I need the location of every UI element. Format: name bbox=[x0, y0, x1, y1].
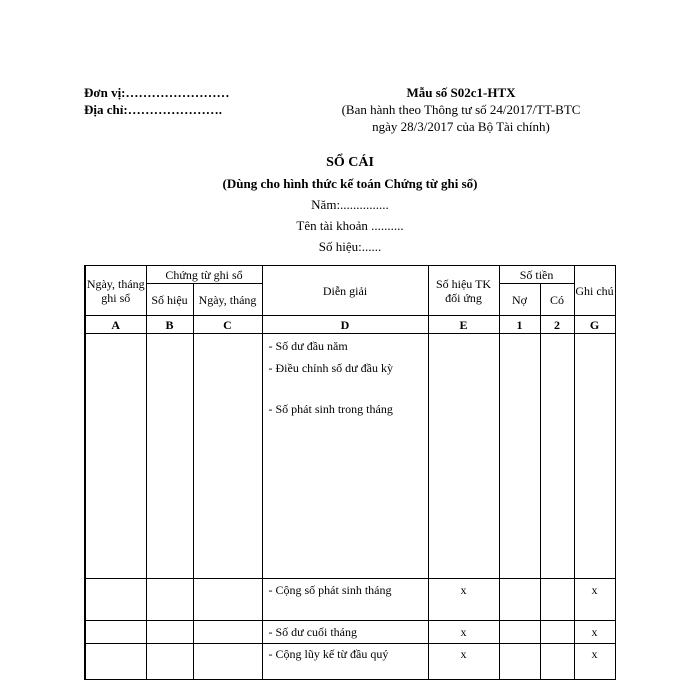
letter-a: A bbox=[85, 316, 146, 333]
issued-line-1: (Ban hành theo Thông tư số 24/2017/TT-BTC bbox=[341, 102, 581, 117]
year-field: Năm:............... bbox=[311, 197, 389, 212]
form-info-block bbox=[326, 84, 596, 135]
account-code-field: Số hiệu:...... bbox=[318, 239, 382, 254]
summary-g-2: x bbox=[574, 621, 615, 643]
letter-e: E bbox=[428, 316, 499, 333]
line-balance-adjustment: - Điều chỉnh số dư đầu kỳ bbox=[268, 360, 393, 375]
summary-e-3: x bbox=[428, 643, 499, 679]
summary-label-2: - Số dư cuối tháng bbox=[262, 621, 428, 643]
letter-c: C bbox=[193, 316, 262, 333]
header-voucher-no: Số hiệu bbox=[146, 284, 193, 316]
letter-b: B bbox=[146, 316, 193, 333]
address-label: Địa chỉ:…………………. bbox=[84, 102, 222, 117]
summary-row-2 bbox=[85, 621, 615, 643]
summary-row-1 bbox=[85, 578, 615, 620]
title-block bbox=[0, 152, 700, 257]
unit-label: Đơn vị:…………………… bbox=[84, 85, 230, 100]
header-counter-account: Số hiệu TK đối ứng bbox=[428, 266, 499, 316]
header-voucher-group: Chứng từ ghi sổ bbox=[146, 266, 262, 284]
header-date: Ngày, tháng ghi sổ bbox=[85, 266, 146, 316]
line-monthly-movement: - Số phát sinh trong tháng bbox=[268, 401, 393, 416]
account-name-field: Tên tài khoản .......... bbox=[296, 218, 404, 233]
description-body bbox=[262, 333, 428, 578]
summary-e-1: x bbox=[428, 578, 499, 620]
summary-label-1: - Cộng số phát sinh tháng bbox=[262, 578, 428, 620]
form-code: Mẫu số S02c1-HTX bbox=[406, 85, 516, 100]
letter-g: G bbox=[574, 316, 615, 333]
letter-d: D bbox=[262, 316, 428, 333]
header-row-1 bbox=[85, 266, 615, 284]
header-credit: Có bbox=[540, 284, 574, 316]
header-debit: Nợ bbox=[499, 284, 540, 316]
body-row bbox=[85, 333, 615, 578]
page-title: SỔ CÁI bbox=[326, 155, 374, 170]
summary-label-3: - Cộng lũy kế từ đầu quý bbox=[262, 643, 428, 679]
summary-e-2: x bbox=[428, 621, 499, 643]
issued-line-2: ngày 28/3/2017 của Bộ Tài chính) bbox=[372, 119, 550, 134]
summary-g-3: x bbox=[574, 643, 615, 679]
line-opening-balance: - Số dư đầu năm bbox=[268, 338, 348, 353]
letter-2: 2 bbox=[540, 316, 574, 333]
header-voucher-date: Ngày, tháng bbox=[193, 284, 262, 316]
summary-g-1: x bbox=[574, 578, 615, 620]
header-note: Ghi chú bbox=[574, 266, 615, 316]
unit-address-block bbox=[84, 84, 230, 118]
header-amount-group: Số tiền bbox=[499, 266, 574, 284]
summary-row-3 bbox=[85, 643, 615, 679]
column-letter-row bbox=[85, 316, 615, 333]
ledger-table bbox=[84, 265, 616, 680]
letter-1: 1 bbox=[499, 316, 540, 333]
page-subtitle: (Dùng cho hình thức kế toán Chứng từ ghi sổ) bbox=[222, 176, 478, 191]
header-description: Diễn giải bbox=[262, 266, 428, 316]
